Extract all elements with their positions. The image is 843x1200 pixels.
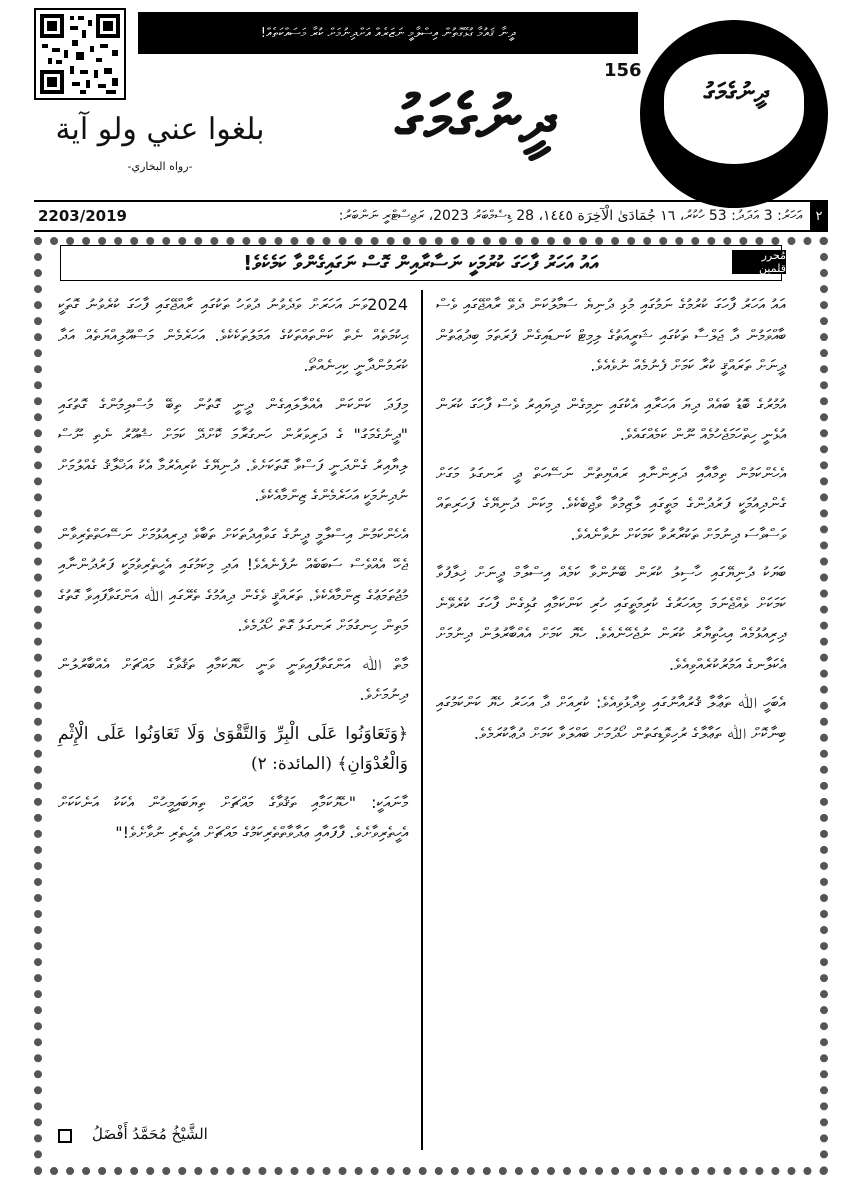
logo-text: ދީނުގެމަގު <box>703 78 769 108</box>
issue-number: 156 <box>604 60 642 81</box>
issue-info-text: އަހަރު: 3 އަދަދު: 53 ހުކުރު، ١٦ جُمَادَىٰ الْآخِرَة ١٤٤٥، 28 ޑިސެމްބަރު 2023، ރަޖިސްޓްރީ ނަންބަރު: <box>338 208 802 224</box>
article-column-left <box>58 290 408 857</box>
qr-code-icon <box>36 10 124 98</box>
motto-text: ދީނާ ޤައުމާ ގުޅޭގޮތުން އިސްލާމީ ނަޒަރެއް އަށްދިނުމަށް ކުރާ މަސައްކަތެއް! <box>260 25 516 41</box>
paragraph: އެބަހީ ﷲ ތަޢާލާ ޤުރުއާނުގައި ވިދާޅުވިއެވެ: ކުރިއަށް ދާ އަހަރު ހެޔޮ ކަންކަމުގައި ބިނާކޮށް ﷲ ތަޢާލާގެ ރުހިވޮޑިގަތުން ހޯދުމަށް ބައްލަވާ ކަމަށް ދުޢާކުރަމެވެ. <box>436 693 786 743</box>
paragraph: އެހެންކަމުން އިސްލާމީ ދީނުގެ ގަވާއިދުތަކަށް ތަބާވެ ދިރިއުޅުމަށް ނަސޭހަތްތެރިވާން ޖެހޭ އެއްވެސް ސަބަބެއް ނުފެނެއެވެ! އަދި މިކަމުގައި އެހީތެރިވުމަކީ ފަރުދުންނާއި މުޖުތަމަޢުގެ ޒިންމާއެކެވެ. ތަރައްޤީ ވެގެން ދިއުމުގެ ތެރޭގައި ﷲ އަންގަވާފައިވާ ގޮތުގެ މަތިން ހިނގުމަށް ރަނގަޅު ގޮތް ހޯދުމެވެ. <box>58 524 408 635</box>
paragraph: އައު އަހަރު ފާހަގަ ކުރުމުގެ ނަމުގައި މުޅި ދުނިޔެ ސަމާލުކަން ދެވޭ ރާއްޖޭގައި ވެސް ބާއްވަމުން ދާ ޖަލްސާ ތަކުގައި ޝަރީއަތުގެ ލިމިޓް ކަނޑައިގެން ފުރަތަމަ ބިދުޢަތުން ދީނަށް ތަރައްޤީ ކުރާ ކަމަށް ފެނުމެއް ނުވެއެވެ. <box>436 295 786 375</box>
paragraph: މާތް ﷲ އަންގަވާފައިވަނީ ވަނީ ހެޔޮކަމާއި ތަޤުވާގެ މައްޗަށް އެއްބާރުލުން ދިނުމަށެވެ. <box>58 654 408 704</box>
end-mark-icon <box>58 1129 72 1143</box>
motto-bar <box>138 12 638 54</box>
quran-verse: ﴿وَتَعَاوَنُوا عَلَى الْبِرِّ وَالتَّقْوَىٰ وَلَا تَعَاوَنُوا عَلَى الْإِثْمِ وَالْعُدْوَانِ﴾ (المائدة: ٢) <box>58 723 408 774</box>
verse-translation: މާނައަކީ: "ހެޔޮކަމާއި ތަޤުވާގެ މައްޗަށް ތިޔަބައިމީހުން އެކަކު އަނެކަކަށް އެހީތެރިވާށެވެ. ފާފައާއި ޢަދާވާތްތެރިކަމުގެ މައްޗަށް އެހީތެރި ނުވާށެވެ!" <box>58 792 408 842</box>
logo-crescent <box>664 54 804 164</box>
paragraph: ބަޔަކު ދުނިޔޭގައި ހާސިލު ކުރަން ބޭނުންވާ ކަމެއް އިސްލާމް ދީނަށް ޚިލާފުވާ ކަމަކަށް ވެއްޖެނަމަ މިއަހަރުގެ ކުރިމަތީގައި ހުރި ކަންކަމާއި ގުޅިގެން ފާހަގަ ކުރެވޭނެ ދިރިއުޅުމެއް އިޙުތިޔާރު ކުރަން ނުޖެހޭނެއެވެ. ހެޔޮ ކަމަށް އެއްބާރުލުން ދިނުމަށް އެކަލާނގެ އަމުރުކުރެއްވިއެވެ. <box>436 563 786 674</box>
paragraph: އެހެންކަމުން ތިމާއާއި ދަރިންނާއި ރައްޔިތުން ނަސޭހަތް ދީ ރަނގަޅު މަގަށް ގެންދިއުމަކީ ފަރުދުންގެ މަތީގައި ލާޒިމުވާ ވާޖިބެކެވެ. މިކަން ދުނިޔޭގެ ފަހަރިތައް ވަސްވާސަ ދިނުމަށް ތަކުރާރުވާ ކަމަކަށް ނުވާނެއެވެ. <box>436 463 786 544</box>
hadith-source: -رواه البخاري- <box>127 160 193 173</box>
masthead-title: ދީނުގެމަގު <box>395 82 555 157</box>
paragraph: އުމުރުގެ ބޮޑު ބައެއް ދިޔަ އަހަރާއި އެކުގައި ނިމިގެން ދިޔައިރު ވެސް ފާހަގަ ކުރަން އުޅެނީ ހިތްހަމަޖެހުމެއް ނޫން ކަމެއްގައެވެ. <box>436 394 786 444</box>
registration-number: 2203/2019 <box>38 207 127 225</box>
hadith-quote: بلغوا عني ولو آية <box>55 112 265 147</box>
editorial-badge: مُحرر قلمين <box>732 250 786 274</box>
author-signature: الشَّيْخُ مُحَمَّدُ أَفْضَلُ <box>92 1125 208 1143</box>
column-divider <box>421 290 423 1150</box>
paragraph: މިފަދަ ކަންކަން އެއްލާލައިގެން ދީނީ ގޮތުން ތިބޭ މުސްލިމުންގެ ގޮތުގައި "ދީނުގެމަގު" ގެ ދަރިވަރުން ހަނގުރާމަ ކޮށްދޭ ކަމަށް ޝުއޫރު ނެތި ނޫސް ލިޔާއިރު ގެންދަނީ ފަސްވާ ގޮތަކަށެވެ. ދުނިޔޭގެ ކުރިއެރުމާ އެކު އަޚްލާޤު ގެއްލުމަށް ނުދިނުމަކީ އަހަރެމެންގެ ޒިންމާއެކެވެ. <box>58 394 408 505</box>
paragraph: 2024ވަނަ އަހަރަށް ވަދެވުނު ދުވަހު ތަކުގައި ރާއްޖޭގައި ފާހަގަ ކުރެވުނު ގޮތަކީ ޙިކުމަތެއް ނެތް ކަންތައްތަކުގެ އަމަލުތަކެކެވެ. އަހަރެމެން މަސްއޫލިއްޔަތެއް އަދާ ކުރަމުންދާނީ ކިހިނެއްތޯ. <box>58 295 408 375</box>
article-headline: އައު އަހަރު ފާހަގަ ކުރުމަކީ ނަސާރާއިން ގޮސް ނަގައިގެންވާ ކަމެކެވެ! <box>60 245 782 281</box>
qr-code <box>34 8 126 100</box>
page-number: ٢ <box>810 202 828 230</box>
article-column-right <box>436 290 786 757</box>
issue-info-line <box>34 200 828 232</box>
